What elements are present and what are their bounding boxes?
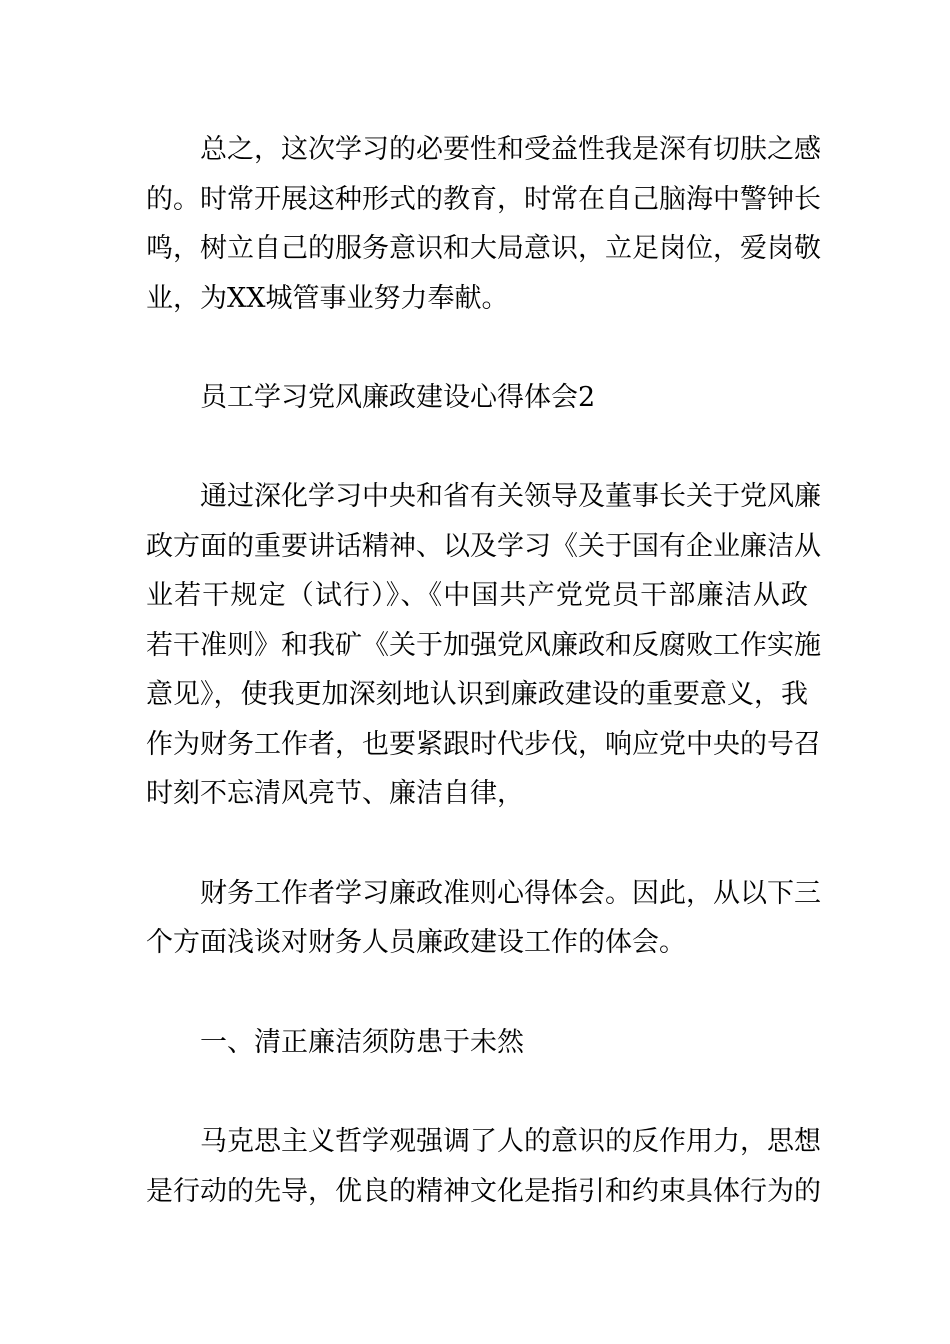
paragraph-1-line-1: 总之，这次学习的必要性和受益性我是深有切肤之感	[200, 134, 821, 165]
paragraph-3-line-3: 业若干规定（试行）》、《中国共产党党员干部廉洁从政	[146, 580, 808, 611]
paragraph-3-line-6: 作为财务工作者，也要紧跟时代步伐，响应党中央的号召	[146, 729, 821, 760]
paragraph-4-line-2: 个方面浅谈对财务人员廉政建设工作的体会。	[146, 927, 686, 958]
paragraph-3-line-5: 意见》，使我更加深刻地认识到廉政建设的重要意义，我	[146, 679, 808, 710]
paragraph-3-line-1: 通过深化学习中央和省有关领导及董事长关于党风廉	[200, 481, 821, 512]
paragraph-3-line-4: 若干准则》和我矿《关于加强党风廉政和反腐败工作实施	[146, 630, 821, 661]
paragraph-6-line-1: 马克思主义哲学观强调了人的意识的反作用力，思想	[200, 1126, 821, 1157]
paragraph-3-line-7: 时刻不忘清风亮节、廉洁自律，	[146, 778, 524, 809]
paragraph-6-line-2: 是行动的先导，优良的精神文化是指引和约束具体行为的	[146, 1176, 821, 1207]
paragraph-3-line-2: 政方面的重要讲话精神、以及学习《关于国有企业廉洁从	[146, 531, 821, 562]
subheading-one: 一、清正廉洁须防患于未然	[200, 1027, 524, 1058]
paragraph-4-line-1: 财务工作者学习廉政准则心得体会。因此，从以下三	[200, 878, 821, 909]
paragraph-1-line-2: 的。时常开展这种形式的教育，时常在自己脑海中警钟长	[146, 184, 821, 215]
paragraph-1-line-3: 鸣，树立自己的服务意识和大局意识，立足岗位，爱岗敬	[146, 233, 821, 264]
paragraph-1-line-4: 业，为XX城管事业努力奉献。	[146, 283, 509, 314]
section-heading: 员工学习党风廉政建设心得体会2	[200, 382, 596, 413]
